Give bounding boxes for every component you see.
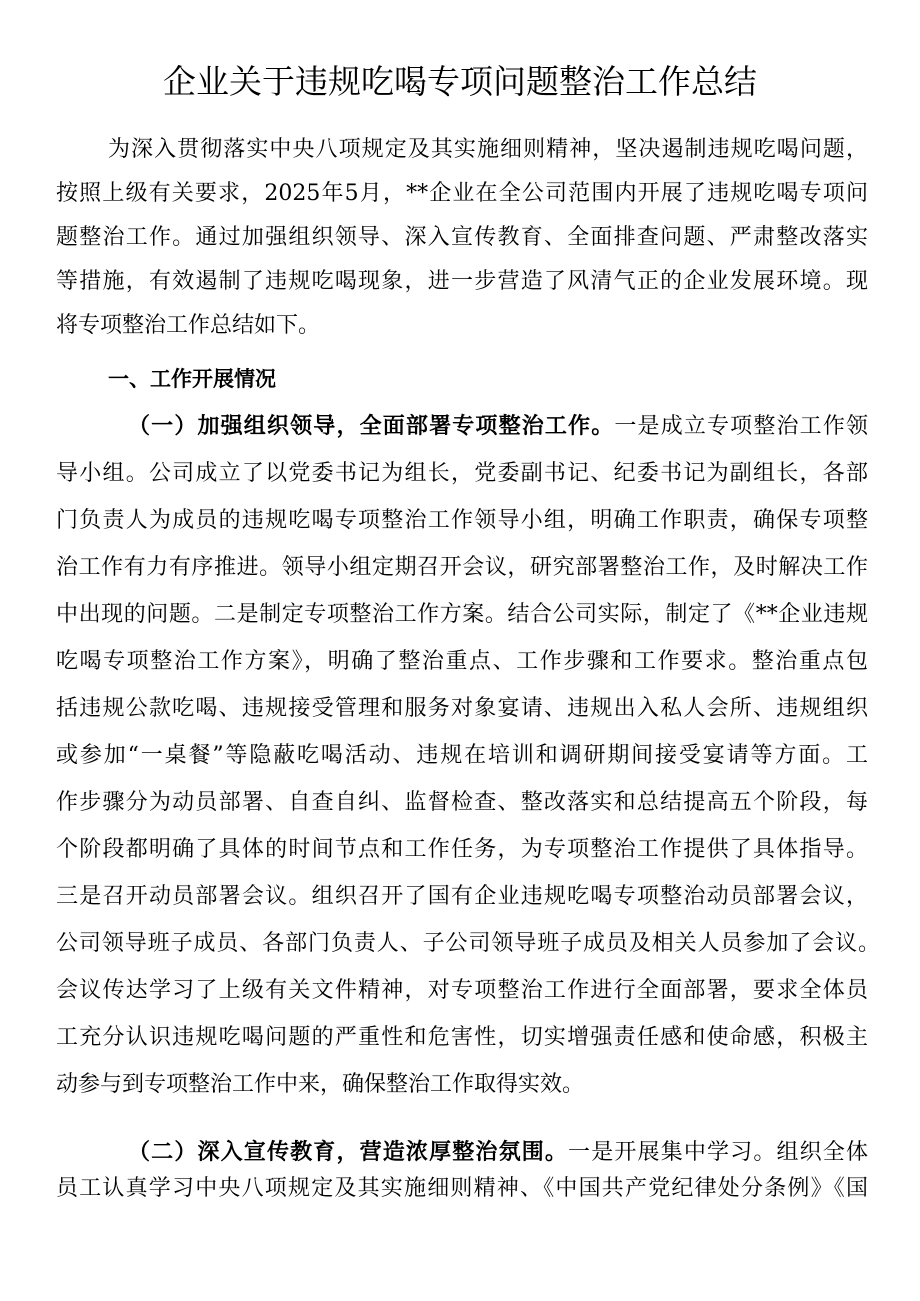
subsection-1-line: 个阶段都明确了具体的时间节点和工作任务，为专项整治工作提供了具体指导。 <box>56 837 868 862</box>
subsection-2-heading: （二）深入宣传教育，营造浓厚整治氛围。 <box>128 1140 569 1165</box>
subsection-1-line: 括违规公款吃喝、违规接受管理和服务对象宴请、违规出入私人会所、违规组织 <box>56 696 868 721</box>
subsection-1-line: 吃喝专项整治工作方案》，明确了整治重点、工作步骤和工作要求。整治重点包 <box>56 649 868 674</box>
subsection-1-line: 工充分认识违规吃喝问题的严重性和危害性，切实增强责任感和使命感，积极主 <box>56 1025 868 1050</box>
subsection-1-line: 门负责人为成员的违规吃喝专项整治工作领导小组，明确工作职责，确保专项整 <box>56 508 868 533</box>
subsection-1-line: 导小组。公司成立了以党委书记为组长，党委副书记、纪委书记为副组长，各部 <box>56 461 868 486</box>
subsection-1-line: 治工作有力有序推进。领导小组定期召开会议，研究部署整治工作，及时解决工作 <box>56 555 868 580</box>
subsection-1-line: 作步骤分为动员部署、自查自纠、监督检查、整改落实和总结提高五个阶段，每 <box>56 790 868 815</box>
subsection-1-first-line <box>0 405 920 449</box>
document-title: 企业关于违规吃喝专项问题整治工作总结 <box>163 62 757 101</box>
subsection-1-line: 中出现的问题。二是制定专项整治工作方案。结合公司实际，制定了《**企业违规 <box>56 602 868 627</box>
subsection-1-line: 会议传达学习了上级有关文件精神，对专项整治工作进行全面部署，要求全体员 <box>56 978 868 1003</box>
intro-line-2: 按照上级有关要求，2025年5月，**企业在全公司范围内开展了违规吃喝专项问 <box>56 181 868 206</box>
intro-line-3: 题整治工作。通过加强组织领导、深入宣传教育、全面排查问题、严肃整改落实 <box>56 225 868 250</box>
intro-line-4: 等措施，有效遏制了违规吃喝现象，进一步营造了风清气正的企业发展环境。现 <box>56 269 868 294</box>
subsection-1-line: 动参与到专项整治工作中来，确保整治工作取得实效。 <box>56 1072 585 1097</box>
intro-line-5: 将专项整治工作总结如下。 <box>56 313 321 338</box>
subsection-2-line: 员工认真学习中央八项规定及其实施细则精神、《中国共产党纪律处分条例》《国 <box>56 1176 868 1201</box>
subsection-1-first-tail: 一是成立专项整治工作领 <box>614 414 868 439</box>
subsection-2-first-tail: 一是开展集中学习。组织全体 <box>568 1140 868 1165</box>
subsection-1-line: 或参加“一桌餐”等隐蔽吃喝活动、违规在培训和调研期间接受宴请等方面。工 <box>56 743 868 768</box>
subsection-1-line: 公司领导班子成员、各部门负责人、子公司领导班子成员及相关人员参加了会议。 <box>56 931 880 956</box>
subsection-1-heading: （一）加强组织领导，全面部署专项整治工作。 <box>128 414 615 439</box>
subsection-1-line: 三是召开动员部署会议。组织召开了国有企业违规吃喝专项整治动员部署会议， <box>56 884 868 909</box>
intro-line-1: 为深入贯彻落实中央八项规定及其实施细则精神，坚决遏制违规吃喝问题， <box>108 137 868 162</box>
section-heading-1: 一、工作开展情况 <box>108 367 276 391</box>
